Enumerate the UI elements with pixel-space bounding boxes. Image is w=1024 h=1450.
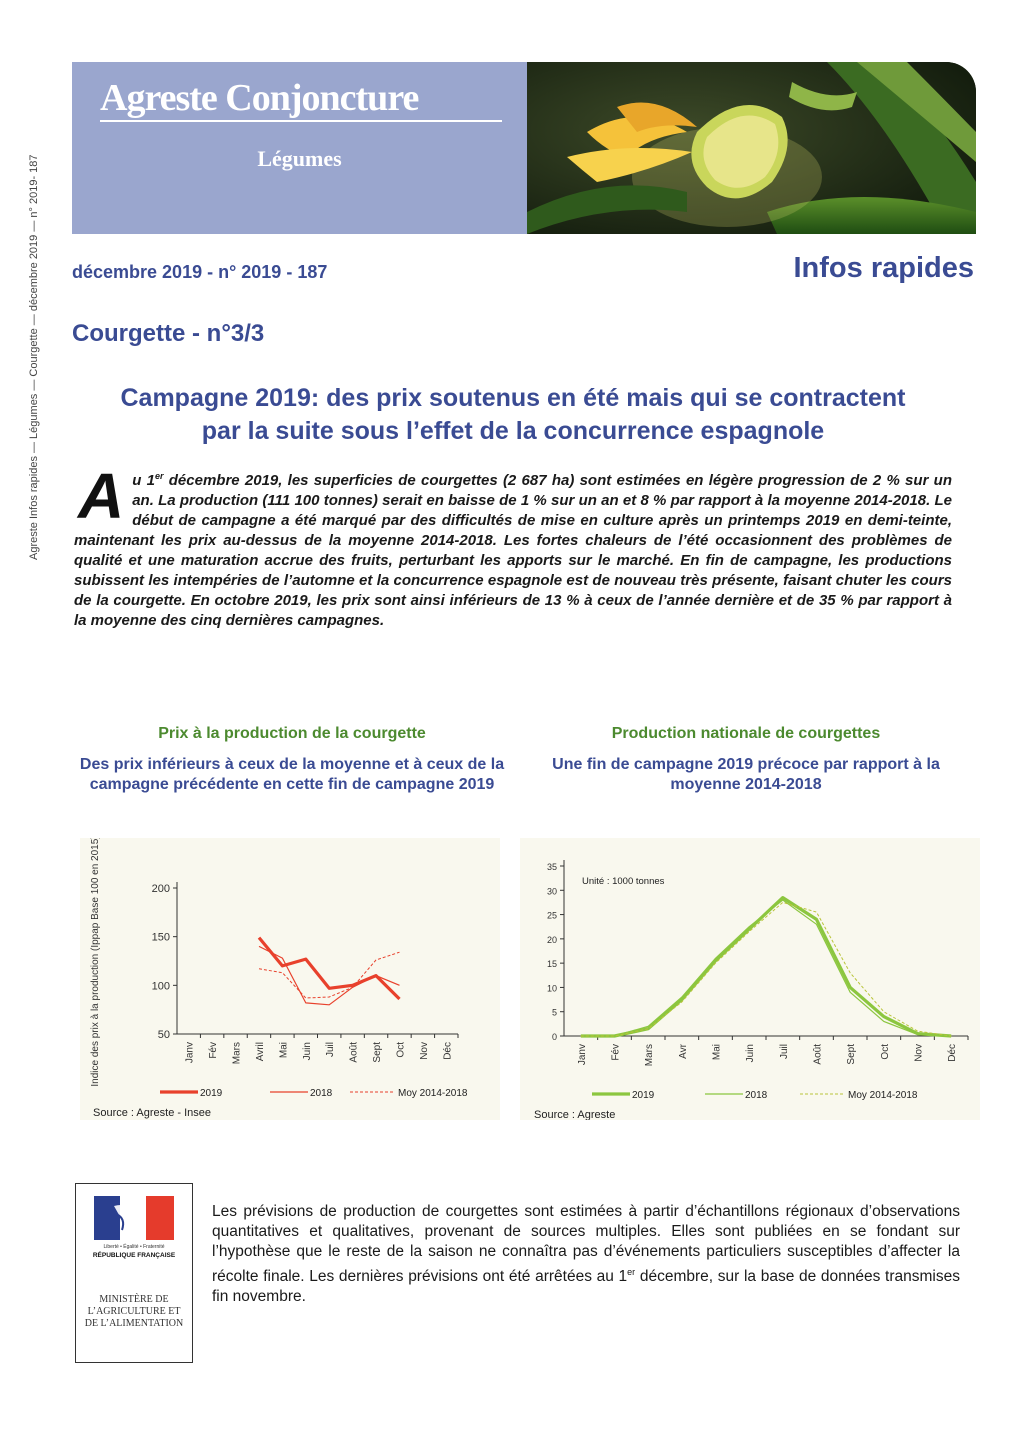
y-tick-label: 15 (546, 959, 557, 970)
x-tick-label: Juil (778, 1044, 790, 1060)
x-tick-label: Mars (644, 1044, 656, 1067)
price-chart-panel (80, 838, 500, 1120)
price-chart-header (72, 725, 512, 795)
article-headline (72, 382, 954, 448)
production-chart-title: Production nationale de courgettes (611, 725, 881, 742)
series-line-moy-2014-2018 (259, 952, 400, 998)
x-tick-label: Fév (208, 1042, 220, 1059)
y-tick-label: 25 (546, 910, 557, 921)
y-tick-label: 5 (551, 1007, 557, 1018)
banner-brand-panel (72, 62, 527, 234)
headline-line-1: Campagne 2019: des prix soutenus en été mais qui se contractent (120, 384, 906, 412)
brand-underline (100, 120, 502, 122)
methodology-superscript: er (627, 1267, 636, 1277)
x-tick-label: Déc (442, 1042, 454, 1060)
x-tick-label: Mars (231, 1042, 243, 1065)
price-chart-title: Prix à la production de la courgette (158, 725, 426, 742)
drop-cap: A (78, 460, 125, 532)
x-tick-label: Janv (184, 1042, 196, 1064)
ministry-name: MINISTÈRE DE L’AGRICULTURE ET DE L’ALIMENTATION (84, 1294, 184, 1329)
methodology-text-start: Les prévisions de production de courgettes sont estimées à partir d’échantillons régionaux d’observations quantitatives et qualitatives, provenant de sources multiples. Elles sont publiées en se fondant sur l’hypothèse que le reste de la saison ne connaîtra pas d’événements particuliers susceptibles d’affecter la récolte finale. Les dernières prévisions ont été arrêtées au 1 (212, 1203, 960, 1286)
x-tick-label: Sept (846, 1044, 858, 1065)
production-chart-panel (520, 838, 980, 1120)
production-chart-subtitle: Une fin de campagne 2019 précoce par rapport à la moyenne 2014-2018 (552, 756, 940, 793)
legend-label: Moy 2014-2018 (398, 1088, 468, 1099)
x-tick-label: Juin (301, 1042, 313, 1061)
y-tick-label: 30 (546, 886, 557, 897)
x-tick-label: Juil (325, 1042, 337, 1058)
y-tick-label: 0 (551, 1032, 557, 1042)
x-tick-label: Avril (254, 1042, 266, 1062)
x-tick-label: Sept (372, 1042, 384, 1063)
x-tick-label: Oct (395, 1042, 407, 1058)
logo-republic: RÉPUBLIQUE FRANÇAISE (92, 1252, 176, 1259)
header-banner (72, 62, 976, 234)
banner-subject: Légumes (257, 146, 342, 171)
legend-label: 2018 (745, 1090, 768, 1101)
x-tick-label: Fév (610, 1044, 622, 1061)
publication-tag: Infos rapides (793, 252, 974, 284)
legend-label: Moy 2014-2018 (848, 1090, 918, 1101)
x-tick-label: Avr (677, 1044, 689, 1059)
x-tick-label: Août (812, 1044, 824, 1065)
price-chart (80, 838, 500, 1120)
lead-text: décembre 2019, les superficies de courgettes (2 687 ha) sont estimées en légère progression de 2 % sur un an. La production (111 100 tonnes) serait en baisse de 1 % sur un an et 8 % par rapport à la moyenne 2014-2018. Le début de campagne a été marqué par des difficultés de mise en culture après un printemps 2019 en demi-teinte, maintenant les prix au-dessus de la moyenne 2014-2018. Les fortes chaleurs de l’été occasionnent des problèmes de qualité et une maturation accrue des fruits, perturbant les apports sur le marché. En fin de campagne, les productions subissent les intempéries de l’automne et la concurrence espagnole est de nouveau très présente, faisant chuter les cours de la courgette. En octobre 2019, les prix sont ainsi inférieurs de 13 % à ceux de l’année dernière et de 35 % par rapport à la moyenne des cinq dernières campagnes. (74, 472, 952, 629)
logo-motto: Liberté • Égalité • Fraternité (103, 1244, 165, 1250)
y-tick-label: 20 (546, 934, 557, 945)
methodology-note (212, 1202, 960, 1307)
y-tick-label: 150 (151, 931, 170, 944)
zucchini-flower-photo (527, 62, 976, 234)
production-chart-header (526, 725, 966, 795)
y-axis-label: Indice des prix à la production (Ippap Base 100 en 2015) (90, 838, 101, 1087)
lead-superscript: er (154, 471, 164, 481)
brand-logo-text: Agreste Conjoncture (100, 77, 419, 119)
y-tick-label: 200 (151, 883, 170, 895)
x-tick-label: Nov (913, 1044, 925, 1062)
series-line-2018 (259, 946, 400, 1004)
unit-annotation: Unité : 1000 tonnes (582, 876, 665, 887)
legend-label: 2019 (632, 1090, 655, 1101)
chart-source: Source : Agreste - Insee (93, 1107, 212, 1119)
issue-date-number: décembre 2019 - n° 2019 - 187 (72, 262, 328, 282)
x-tick-label: Nov (418, 1042, 430, 1060)
series-line-2019 (259, 938, 400, 999)
x-tick-label: Janv (576, 1044, 588, 1066)
headline-line-2: par la suite sous l’effet de la concurrence espagnole (201, 417, 825, 445)
series-title: Courgette - n°3/3 (72, 320, 265, 347)
y-tick-label: 100 (151, 980, 170, 993)
ministry-logo-box (75, 1183, 193, 1363)
series-line-moy-2014-2018 (581, 902, 951, 1036)
x-tick-label: Juin (745, 1044, 757, 1063)
y-tick-label: 35 (546, 862, 557, 872)
x-tick-label: Mai (711, 1044, 723, 1061)
methodology-text-end: décembre, sur la base de données transmises fin novembre. (212, 1268, 960, 1306)
vertical-side-caption: Agreste Infos rapides — Légumes — Courgette — décembre 2019 — n° 2019- 187 (28, 154, 40, 560)
price-chart-subtitle: Des prix inférieurs à ceux de la moyenne et à ceux de la campagne précédente en cette fin de campagne 2019 (79, 756, 505, 793)
x-tick-label: Déc (947, 1044, 959, 1062)
x-tick-label: Août (348, 1042, 360, 1063)
y-tick-label: 50 (157, 1029, 170, 1041)
production-chart (520, 838, 980, 1120)
series-line-2019 (581, 898, 951, 1036)
chart-source: Source : Agreste (534, 1109, 616, 1120)
legend-label: 2019 (200, 1088, 223, 1099)
y-tick-label: 10 (546, 983, 557, 994)
x-tick-label: Oct (879, 1044, 891, 1060)
lead-text-start: u 1 (132, 472, 155, 489)
x-tick-label: Mai (278, 1042, 290, 1059)
lead-paragraph (74, 460, 952, 631)
series-line-2018 (581, 900, 951, 1036)
legend-label: 2018 (310, 1088, 333, 1099)
